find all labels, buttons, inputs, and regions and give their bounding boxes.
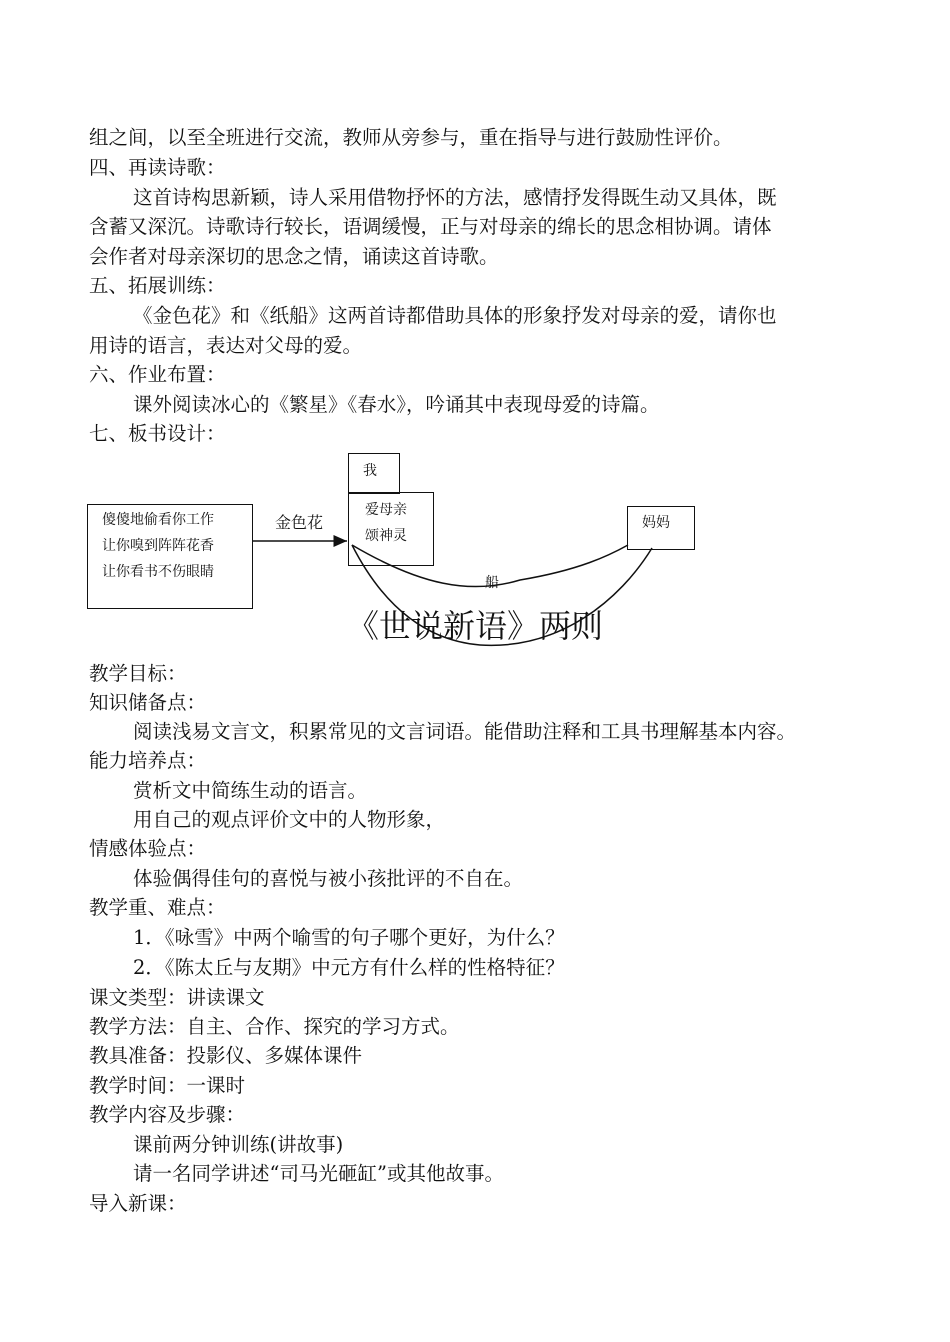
lesson-type: 课文类型：讲读课文 [89, 986, 265, 1009]
section-heading-extension: 五、拓展训练： [89, 274, 226, 297]
emotion-text: 体验偶得佳句的喜悦与被小孩批评的不自在。 [133, 867, 524, 890]
lesson-title: 《世说新语》两则 [346, 607, 603, 645]
poem-line: 让你嗅到阵阵花香 [102, 538, 214, 554]
paragraph-line: 课外阅读冰心的《繁星》《春水》，吟诵其中表现母爱的诗篇。 [133, 393, 660, 416]
goals-heading: 教学目标： [89, 662, 187, 685]
section-heading-board: 七、板书设计： [89, 422, 226, 445]
paragraph-line: 会作者对母亲深切的思念之情，诵读这首诗歌。 [89, 245, 499, 268]
key-item: 1．《咏雪》中两个喻雪的句子哪个更好，为什么？ [133, 926, 565, 949]
section-heading-reread: 四、再读诗歌： [89, 156, 226, 179]
me-box [348, 453, 400, 494]
paragraph-line: 《金色花》和《纸船》这两首诗都借助具体的形象抒发对母亲的爱，请你也 [133, 304, 777, 327]
ability-item: 用自己的观点评价文中的人物形象， [133, 808, 446, 831]
paragraph-line: 组之间，以至全班进行交流，教师从旁参与，重在指导与进行鼓励性评价。 [89, 126, 733, 149]
intro-heading: 导入新课： [89, 1192, 187, 1215]
emotion-heading: 情感体验点： [89, 837, 207, 860]
step-item: 请一名同学讲述“司马光砸缸”或其他故事。 [133, 1162, 504, 1185]
mom-box [627, 506, 695, 550]
key-item: 2．《陈太丘与友期》中元方有什么样的性格特征？ [133, 956, 565, 979]
ability-heading: 能力培养点： [89, 749, 207, 772]
poem-line: 傻傻地偷看你工作 [102, 512, 214, 528]
poem-line: 让你看书不伤眼睛 [102, 564, 214, 580]
knowledge-heading: 知识储备点： [89, 691, 207, 714]
key-heading: 教学重、难点： [89, 896, 226, 919]
step-item: 课前两分钟训练(讲故事) [133, 1133, 344, 1156]
section-heading-homework: 六、作业布置： [89, 363, 226, 386]
poem-lines-box [87, 504, 253, 609]
teaching-time: 教学时间：一课时 [89, 1074, 246, 1097]
teaching-tools: 教具准备：投影仪、多媒体课件 [89, 1044, 363, 1067]
love-line: 爱母亲 [365, 502, 407, 518]
me-label: 我 [363, 463, 377, 479]
knowledge-text: 阅读浅易文言文，积累常见的文言词语。能借助注释和工具书理解基本内容。 [133, 720, 797, 743]
steps-heading: 教学内容及步骤： [89, 1103, 246, 1126]
love-line: 颂神灵 [365, 528, 407, 544]
teaching-method: 教学方法：自主、合作、探究的学习方式。 [89, 1015, 460, 1038]
boat-label: 船 [485, 575, 499, 591]
paragraph-line: 含蓄又深沉。诗歌诗行较长，语调缓慢，正与对母亲的绵长的思念相协调。请体 [89, 215, 772, 238]
ability-item: 赏析文中简练生动的语言。 [133, 779, 368, 802]
mom-label: 妈妈 [642, 515, 670, 531]
paragraph-line: 用诗的语言，表达对父母的爱。 [89, 334, 363, 357]
love-box [348, 492, 434, 566]
paragraph-line: 这首诗构思新颖，诗人采用借物抒怀的方法，感情抒发得既生动又具体，既 [133, 186, 777, 209]
arrow-label: 金色花 [275, 513, 324, 532]
